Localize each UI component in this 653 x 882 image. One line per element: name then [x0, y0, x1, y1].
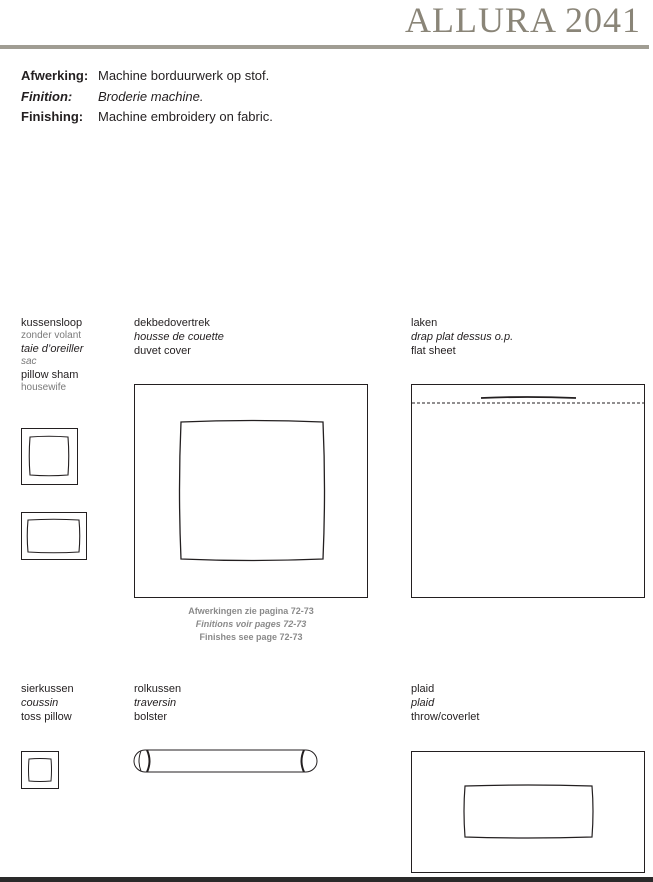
throw-labels [411, 682, 479, 724]
note-en: Finishes see page 72-73 [199, 632, 303, 642]
label-en: bolster [134, 711, 168, 723]
note-fr: Finitions voir pages 72-73 [195, 619, 307, 629]
label-fr: taie d’oreiller [21, 343, 84, 355]
throw-diagram [411, 751, 645, 873]
footer-divider [0, 877, 653, 882]
finishing-value: Machine embroidery on fabric. [98, 109, 273, 124]
label-fr: housse de couette [134, 331, 224, 343]
label-en: toss pillow [21, 711, 72, 723]
duvet-cover-diagram [134, 384, 368, 598]
label-nl: plaid [411, 683, 435, 695]
label-nl: rolkussen [134, 683, 182, 695]
label-en: throw/coverlet [411, 711, 480, 723]
finishing-value: Broderie machine. [98, 89, 204, 104]
label-nl: laken [411, 317, 438, 329]
label-en: pillow sham [21, 369, 79, 381]
pillow-sham-labels [21, 316, 83, 394]
pillow-square-diagram [21, 428, 78, 485]
pillow-rect-diagram [21, 512, 87, 560]
label-fr: traversin [134, 697, 177, 709]
label-nl: kussensloop [21, 317, 83, 329]
embroidery-frame-icon [21, 751, 59, 789]
embroidery-frame-icon [411, 751, 645, 873]
embroidery-frame-icon [21, 428, 78, 485]
fold-line-icon [411, 384, 645, 598]
collection-title: ALLURA 2041 [405, 0, 641, 40]
label-fr: drap plat dessus o.p. [411, 331, 514, 343]
flat-sheet-diagram [411, 384, 645, 598]
finishes-note [134, 605, 368, 644]
duvet-cover-labels [134, 316, 224, 358]
finishing-label: Finition: [21, 89, 73, 104]
label-nl-sub: zonder volant [21, 330, 82, 341]
label-nl: sierkussen [21, 683, 74, 695]
header-divider [0, 45, 649, 49]
label-fr-sub: sac [21, 356, 37, 367]
bolster-diagram [133, 748, 319, 776]
toss-pillow-diagram [21, 751, 59, 789]
label-en: duvet cover [134, 345, 191, 357]
embroidery-frame-icon [134, 384, 368, 598]
flat-sheet-labels [411, 316, 513, 358]
finishing-value: Machine borduurwerk op stof. [98, 68, 270, 83]
finishing-label: Finishing: [21, 109, 84, 124]
note-nl: Afwerkingen zie pagina 72-73 [188, 606, 314, 616]
bolster-labels [134, 682, 181, 724]
toss-pillow-labels [21, 682, 74, 724]
label-en-sub: housewife [21, 382, 67, 393]
finishing-label: Afwerking: [21, 68, 89, 83]
label-nl: dekbedovertrek [134, 317, 210, 329]
label-fr: coussin [21, 697, 59, 709]
embroidery-frame-icon [21, 512, 87, 560]
label-en: flat sheet [411, 345, 456, 357]
label-fr: plaid [411, 697, 435, 709]
